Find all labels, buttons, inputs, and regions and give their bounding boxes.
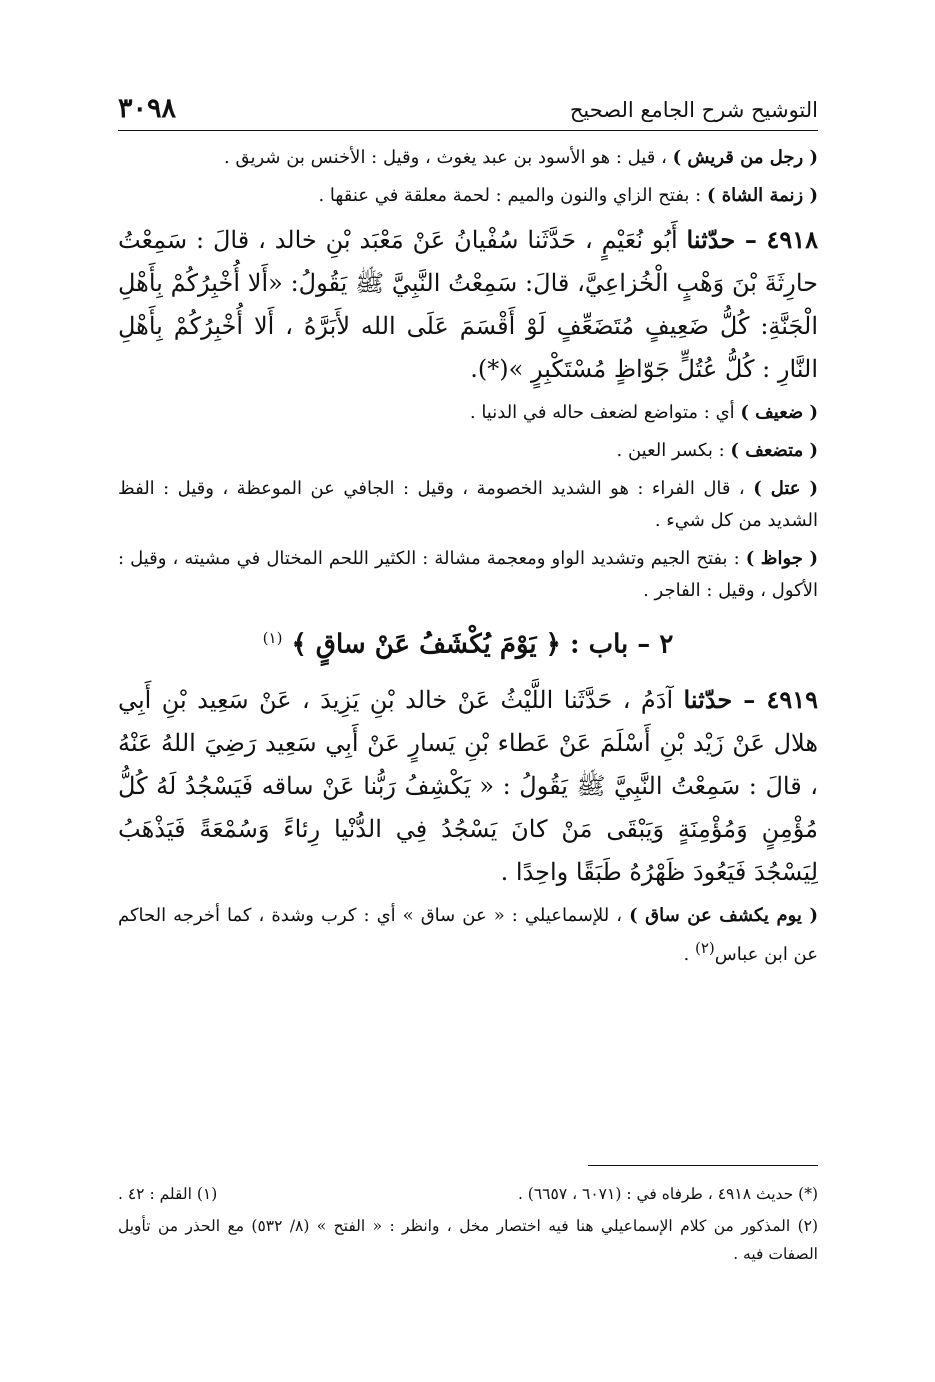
commentary-term: ( عتل ) xyxy=(753,478,818,499)
commentary-paragraph xyxy=(118,435,818,467)
commentary-paragraph xyxy=(118,900,818,971)
commentary-text: أي : متواضع لضعف حاله في الدنيا . xyxy=(469,402,741,423)
commentary-text: ، للإسماعيلي : « عن ساق » أي : كرب وشدة ، كما أخرجه الحاكم عن ابن عباس xyxy=(118,904,818,965)
commentary-term: ( زنمة الشاة ) xyxy=(706,185,818,206)
commentary-text: ، قال الفراء : هو الشديد الخصومة ، وقيل : الجافي عن الموعظة ، وقيل : الفظ الشديد من كل شيء . xyxy=(118,478,818,531)
commentary-text: : بكسر العين . xyxy=(616,440,731,461)
commentary-term: ( ضعيف ) xyxy=(740,402,818,423)
chapter-heading xyxy=(118,613,818,670)
commentary-text: : بفتح الجيم وتشديد الواو ومعجمة مشالة : الكثير اللحم المختال في مشيته ، وقيل : الأكول ، وقيل : الفاجر . xyxy=(118,548,818,601)
commentary-term: ( رجل من قريش ) xyxy=(672,147,818,168)
commentary-end: . xyxy=(683,943,695,965)
commentary-paragraph xyxy=(118,543,818,607)
page-header xyxy=(118,82,818,131)
commentary-paragraph xyxy=(118,180,818,212)
commentary-paragraph xyxy=(118,142,818,174)
commentary-text: ، قيل : هو الأسود بن عبد يغوث ، وقيل : الأخنس بن شريق . xyxy=(224,147,673,168)
footnote-ref: (١) xyxy=(262,629,283,647)
hadith-text: آدَمُ ، حَدَّثَنا اللَّيْثُ عَنْ خالد بْنِ يَزِيدَ ، عَنْ سَعِيد بْنِ أَبِي هلال عَنْ زَيْد بْنِ أَسْلَمَ عَنْ عَطاء بْنِ يَسارٍ عَنْ أَبِي سَعِيد رَضِيَ اللهُ عَنْهُ ، قالَ : سَمِعْتُ النَّبِيَّ ﷺ يَقُولُ : « يَكْشِفُ رَبُّنا عَنْ ساقه فَيَسْجُدُ لَهُ كُلُّ مُؤْمِنٍ وَمُؤْمِنَةٍ وَيَبْقَى مَنْ كانَ يَسْجُدُ فِي الدُّنْيا رِئاءً وَسُمْعَةً فَيَذْهَبُ لِيَسْجُدَ فَيَعُودَ ظَهْرُهُ طَبَقًا واحِدًا . xyxy=(118,685,818,886)
commentary-term: ( متضعف ) xyxy=(730,440,818,461)
footnote-divider xyxy=(588,1165,818,1166)
footnote-1: (١) القلم : ٤٢ . xyxy=(118,1185,218,1203)
hadith-text: أَبُو نُعَيْمٍ ، حَدَّثَنا سُفْيانُ عَنْ مَعْبَد بْنِ خالد ، قالَ : سَمِعْتُ حارِثَةَ بْنَ وَهْبٍ الْخُزاعِيَّ، قالَ: سَمِعْتُ النَّبِيَّ ﷺ يَقُولُ: «أَلا أُخْبِرُكُمْ بِأَهْلِ الْجَنَّةِ: كُلُّ ضَعِيفٍ مُتَضَعِّفٍ لَوْ أَقْسَمَ عَلَى الله لأَبَرَّهُ ، أَلا أُخْبِرُكُمْ بِأَهْلِ النَّارِ : كُلُّ عُتُلٍّ جَوّاظٍ مُسْتَكْبِرٍ »(*). xyxy=(118,226,818,383)
footnote-row xyxy=(118,1180,818,1208)
footnote-star: (*) حديث ٤٩١٨ ، طرفاه في : (٦٠٧١ ، ٦٦٥٧) . xyxy=(517,1185,818,1203)
footnotes xyxy=(118,1180,818,1272)
hadith-4918 xyxy=(118,218,818,391)
page-number: ٣٠٩٨ xyxy=(118,93,177,124)
commentary-term: ( يوم يكشف عن ساق ) xyxy=(629,904,819,926)
commentary-term: ( جواظ ) xyxy=(745,548,818,569)
chapter-title: ٢ – باب : ﴿ يَوْمَ يُكْشَفُ عَنْ ساقٍ ﴾ xyxy=(291,629,674,660)
hadith-number: ٤٩١٨ – حدّثنا xyxy=(686,225,818,254)
footnote-2: (٢) المذكور من كلام الإسماعيلي هنا فيه اختصار مخل ، وانظر : « الفتح » (٨/ ٥٣٢) مع الحذر من تأويل الصفات فيه . xyxy=(118,1217,819,1263)
hadith-4919 xyxy=(118,678,818,894)
commentary-paragraph xyxy=(118,473,818,537)
running-title: التوشيح شرح الجامع الصحيح xyxy=(569,98,818,122)
hadith-number: ٤٩١٩ – حدّثنا xyxy=(683,684,818,714)
footnote-ref: (٢) xyxy=(694,938,715,957)
main-text xyxy=(118,142,818,977)
commentary-paragraph xyxy=(118,397,818,429)
commentary-text: : بفتح الزاي والنون والميم : لحمة معلقة في عنقها . xyxy=(318,185,707,206)
